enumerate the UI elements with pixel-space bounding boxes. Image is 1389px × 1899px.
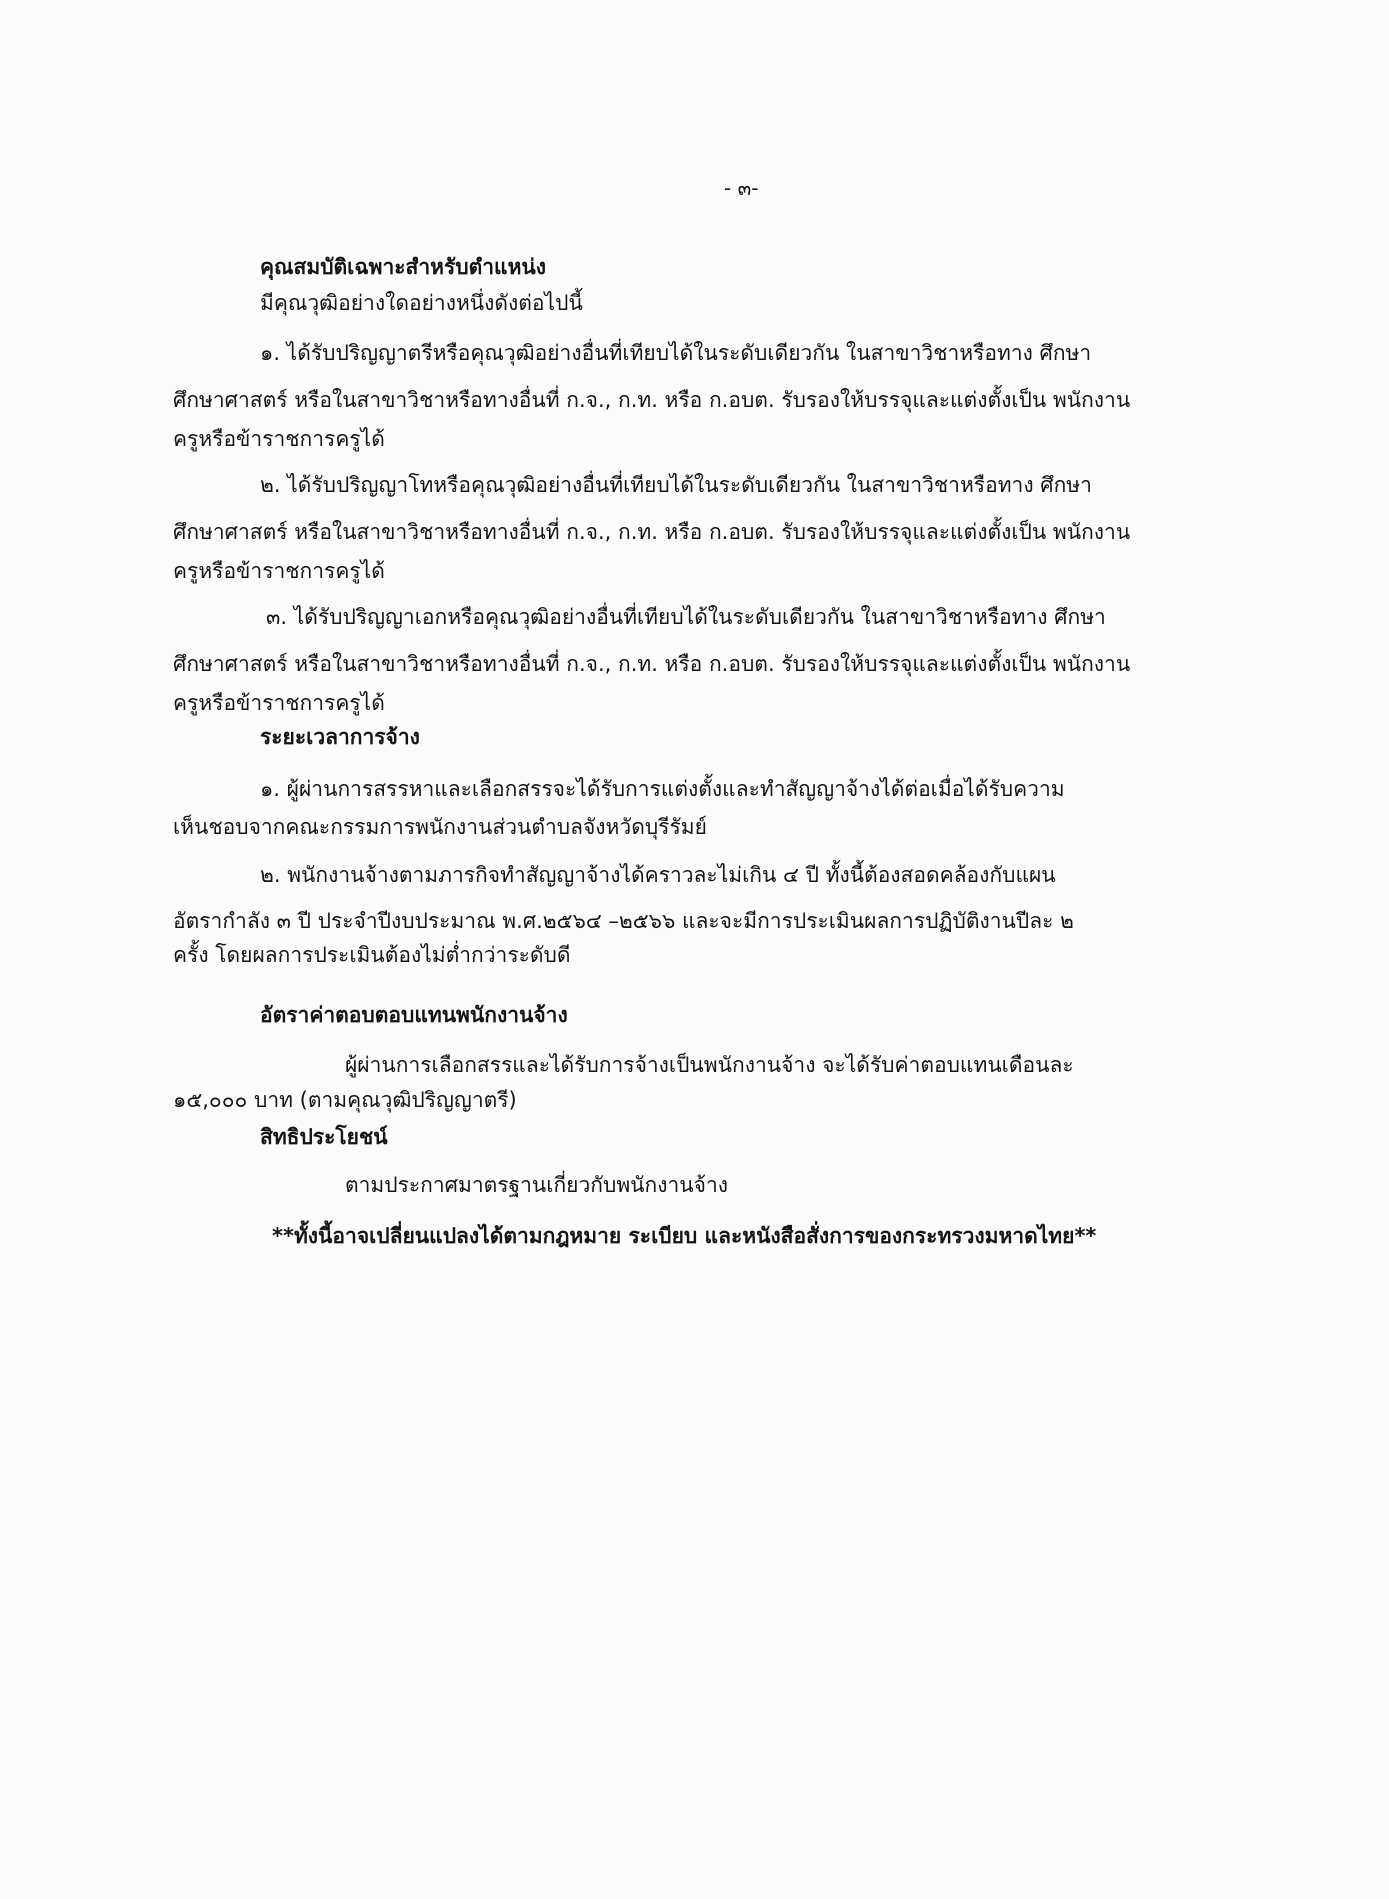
employment-item-2-line-1: ๒. พนักงานจ้างตามภารกิจทำสัญญาจ้างได้คราวละไม่เกิน ๔ ปี ทั้งนี้ต้องสอดคล้องกับแผน <box>260 863 1056 887</box>
qualification-item-2-line-3: ครูหรือข้าราชการครูได้ <box>173 559 385 583</box>
qualification-item-1-line-1: ๑. ได้รับปริญญาตรีหรือคุณวุฒิอย่างอื่นที่เทียบได้ในระดับเดียวกัน ในสาขาวิชาหรือทาง ศึกษา <box>260 341 1092 365</box>
page-number: - ๓- <box>724 176 759 200</box>
compensation-line-1: ผู้ผ่านการเลือกสรรและได้รับการจ้างเป็นพนักงานจ้าง จะได้รับค่าตอบแทนเดือนละ <box>345 1053 1074 1077</box>
employment-item-2-line-2: อัตรากำลัง ๓ ปี ประจำปีงบประมาณ พ.ศ.๒๕๖๔ –๒๕๖๖ และจะมีการประเมินผลการปฏิบัติงานปีละ ๒ <box>173 909 1074 933</box>
qualification-item-2-line-1: ๒. ได้รับปริญญาโทหรือคุณวุฒิอย่างอื่นที่เทียบได้ในระดับเดียวกัน ในสาขาวิชาหรือทาง ศึกษา <box>260 473 1092 497</box>
employment-item-1-line-2: เห็นชอบจากคณะกรรมการพนักงานส่วนตำบลจังหวัดบุรีรัมย์ <box>173 815 707 839</box>
qualifications-intro: มีคุณวุฒิอย่างใดอย่างหนึ่งดังต่อไปนี้ <box>260 291 583 315</box>
qualification-item-1-line-2: ศึกษาศาสตร์ หรือในสาขาวิชาหรือทางอื่นที่ ก.จ., ก.ท. หรือ ก.อบต. รับรองให้บรรจุและแต่งตั้งเป็น พนักงาน <box>173 388 1131 412</box>
qualification-item-2-line-2: ศึกษาศาสตร์ หรือในสาขาวิชาหรือทางอื่นที่ ก.จ., ก.ท. หรือ ก.อบต. รับรองให้บรรจุและแต่งตั้งเป็น พนักงาน <box>173 520 1131 544</box>
qualification-item-3-line-2: ศึกษาศาสตร์ หรือในสาขาวิชาหรือทางอื่นที่ ก.จ., ก.ท. หรือ ก.อบต. รับรองให้บรรจุและแต่งตั้งเป็น พนักงาน <box>173 652 1131 676</box>
footer-note: **ทั้งนี้อาจเปลี่ยนแปลงได้ตามกฎหมาย ระเบียบ และหนังสือสั่งการของกระทรวงมหาดไทย** <box>272 1224 1097 1248</box>
employment-item-2-line-3: ครั้ง โดยผลการประเมินต้องไม่ต่ำกว่าระดับดี <box>173 943 571 967</box>
compensation-heading: อัตราค่าตอบตอบแทนพนักงานจ้าง <box>260 1003 568 1027</box>
employment-item-1-line-1: ๑. ผู้ผ่านการสรรหาและเลือกสรรจะได้รับการแต่งตั้งและทำสัญญาจ้างได้ต่อเมื่อได้รับความ <box>260 777 1065 801</box>
employment-period-heading: ระยะเวลาการจ้าง <box>260 725 420 749</box>
benefits-line-1: ตามประกาศมาตรฐานเกี่ยวกับพนักงานจ้าง <box>345 1173 728 1197</box>
compensation-line-2: ๑๕,๐๐๐ บาท (ตามคุณวุฒิปริญญาตรี) <box>173 1088 517 1112</box>
qualification-item-1-line-3: ครูหรือข้าราชการครูได้ <box>173 427 385 451</box>
qualification-item-3-line-1: ๓. ได้รับปริญญาเอกหรือคุณวุฒิอย่างอื่นที่เทียบได้ในระดับเดียวกัน ในสาขาวิชาหรือทาง ศึกษา <box>266 605 1106 629</box>
benefits-heading: สิทธิประโยชน์ <box>260 1125 388 1149</box>
qualifications-heading: คุณสมบัติเฉพาะสำหรับตำแหน่ง <box>260 255 547 279</box>
qualification-item-3-line-3: ครูหรือข้าราชการครูได้ <box>173 691 385 715</box>
